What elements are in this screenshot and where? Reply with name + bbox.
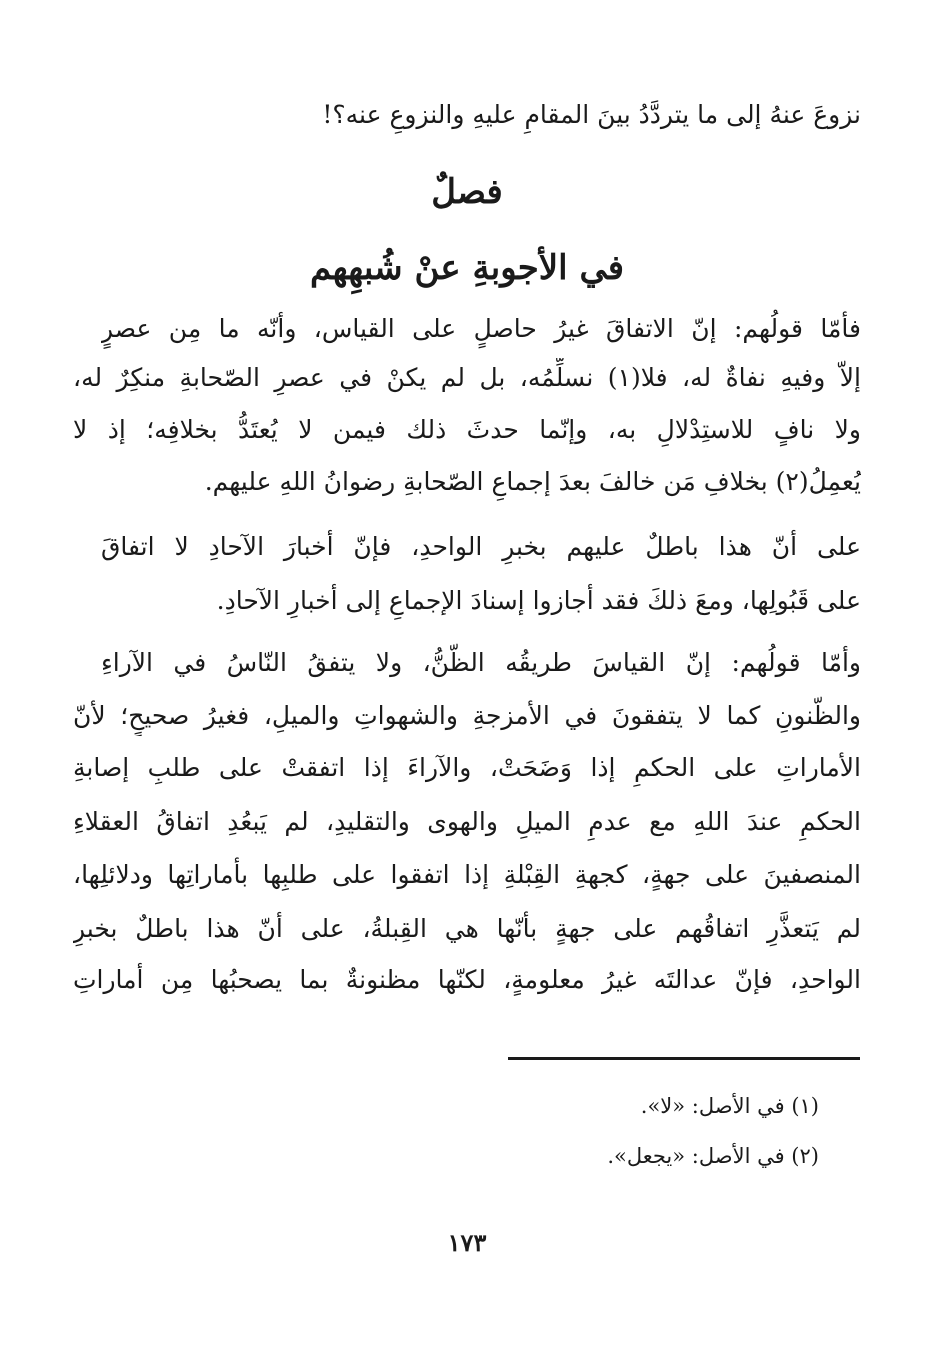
text-line: وأمّا قولُهم: إنّ القياسَ طريقُه الظّنُّ، ولا يتفقُ النّاسُ في الآراءِ bbox=[101, 648, 861, 677]
opening-text-line: نزوعَ عنهُ إلى ما يتردَّدُ بينَ المقامِ عليهِ والنزوعِ عنه؟! bbox=[322, 100, 861, 129]
section-heading-fasl: فصلٌ bbox=[431, 172, 503, 212]
footnote-1: (١) في الأصل: «لا». bbox=[640, 1094, 819, 1118]
text-line: إلاّ وفيهِ نفاةٌ له، فلا(١) نسلِّمُه، بل لم يكنْ في عصرِ الصّحابةِ منكِرٌ له، bbox=[73, 363, 861, 392]
text-line: ولا نافٍ للاستِدْلالِ به، وإنّما حدثَ ذلك فيمن لا يُعتَدُّ بخلافِه؛ إذ لا bbox=[73, 415, 861, 444]
text-line: على أنّ هذا باطلٌ عليهم بخبرِ الواحدِ، فإنّ أخبارَ الآحادِ لا اتفاقَ bbox=[101, 532, 861, 561]
text-line: فأمّا قولُهم: إنّ الاتفاقَ غيرُ حاصلٍ على القياس، وأنّه ما مِن عصرٍ bbox=[101, 314, 861, 343]
footnote-2: (٢) في الأصل: «يجعل». bbox=[607, 1144, 819, 1168]
section-title: في الأجوبةِ عنْ شُبهِهم bbox=[309, 248, 625, 288]
text-line: يُعمِلُ(٢) بخلافِ مَن خالفَ بعدَ إجماعِ الصّحابةِ رضوانُ اللهِ عليهم. bbox=[204, 467, 861, 496]
page-number: ١٧٣ bbox=[447, 1228, 487, 1257]
text-line: والظّنونِ كما لا يتفقونَ في الأمزجةِ والشهواتِ والميلِ، فغيرُ صحيحٍ؛ لأنّ bbox=[73, 701, 861, 730]
text-line: المنصفينَ على جهةٍ، كجهةِ القِبْلةِ إذا اتفقوا على طلبِها بأماراتِها ودلائلِها، bbox=[73, 860, 861, 889]
text-line: الواحدِ، فإنّ عدالتَه غيرُ معلومةٍ، لكنّها مظنونةٌ بما يصحبُها مِن أماراتِ bbox=[73, 965, 861, 994]
text-line: الحكمِ عندَ اللهِ مع عدمِ الميلِ والهوى والتقليدِ، لم يَبعُدِ اتفاقُ العقلاءِ bbox=[73, 807, 861, 836]
text-line: لم يَتعذَّرِ اتفاقُهم على جهةٍ بأنّها هي القِبلةُ، على أنّ هذا باطلٌ بخبرِ bbox=[73, 914, 861, 943]
text-line: الأماراتِ على الحكمِ إذا وَضَحَتْ، والآراءَ إذا اتفقتْ على طلبِ إصابةِ bbox=[73, 753, 861, 782]
footnote-separator bbox=[508, 1057, 860, 1060]
text-line: على قَبُولِها، ومعَ ذلكَ فقد أجازوا إسنادَ الإجماعِ إلى أخبارِ الآحادِ. bbox=[216, 586, 861, 615]
